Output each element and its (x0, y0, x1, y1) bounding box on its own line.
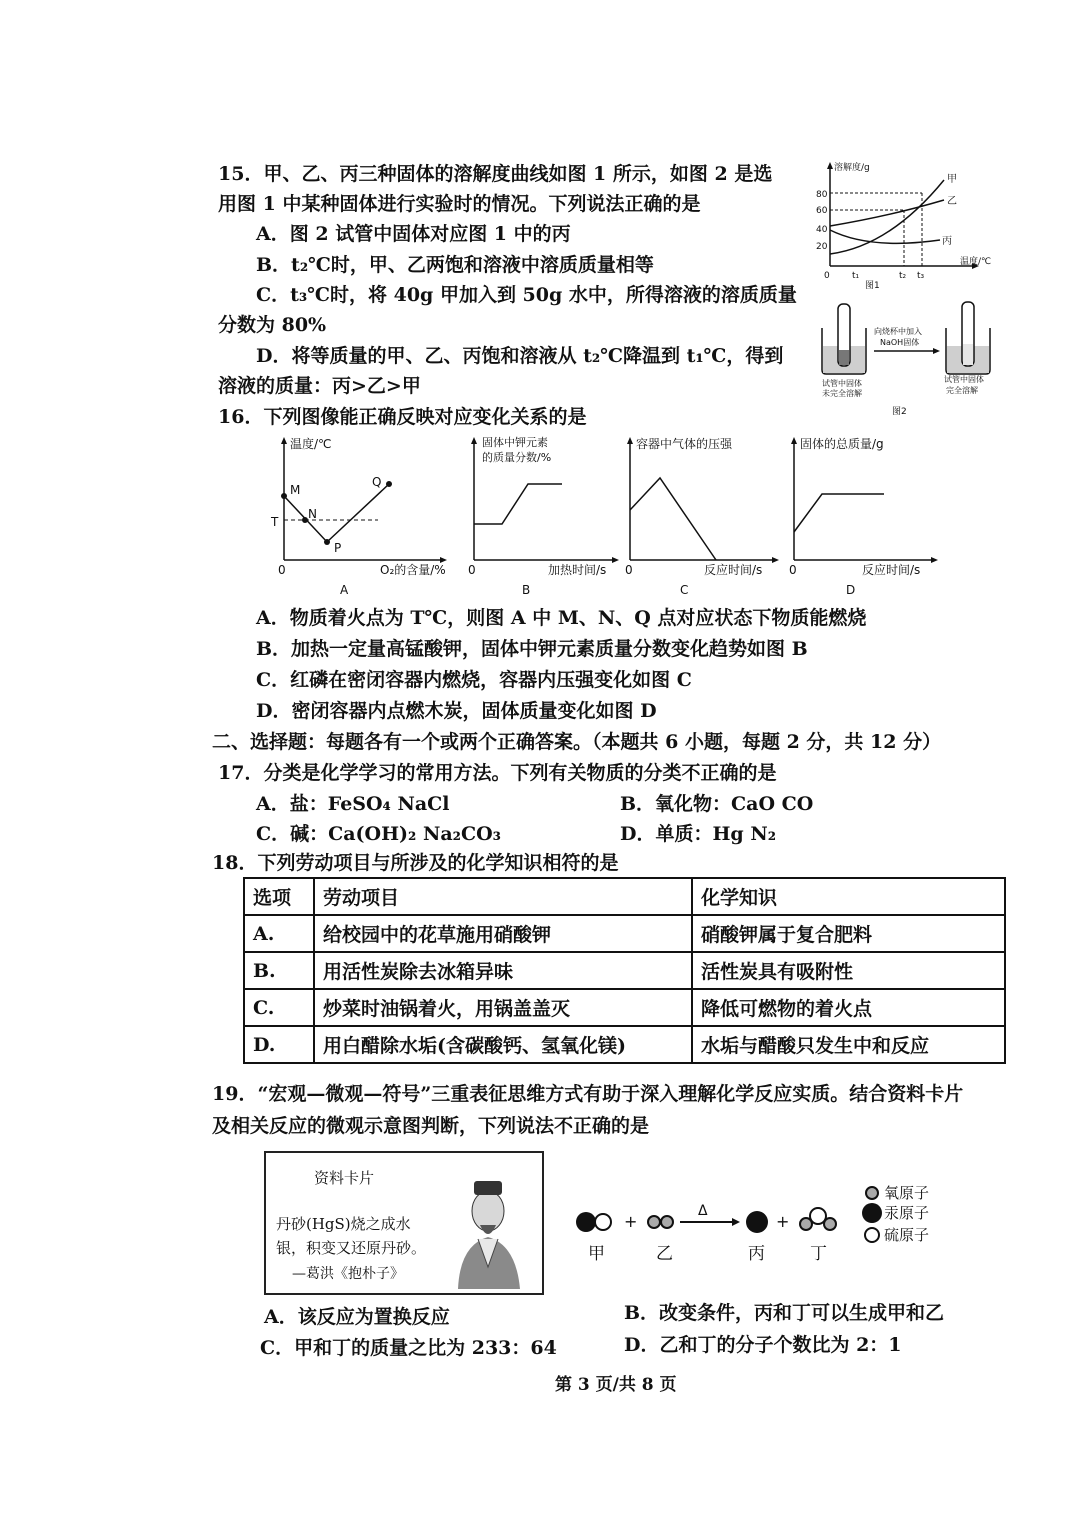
table-cell: 给校园中的花草施用硝酸钾 (314, 915, 692, 952)
q15-option-d-line2: 溶液的质量：丙>乙>甲 (218, 375, 421, 397)
graph-d-y-label: 固体的总质量/g (800, 437, 884, 451)
arrow-condition: Δ (698, 1203, 708, 1219)
graph-c-x-label: 反应时间/s (704, 563, 763, 577)
graph-a-caption: A (340, 583, 349, 597)
molecule-yi (648, 1216, 673, 1228)
fig1-label-jia: 甲 (947, 174, 957, 185)
table-cell: 用活性炭除去冰箱异味 (314, 952, 692, 989)
q16-option-a: A．物质着火点为 T℃，则图 A 中 M、N、Q 点对应状态下物质能燃烧 (256, 607, 867, 629)
fig2-right-caption-line2: 完全溶解 (946, 386, 978, 395)
q16-graph-a (268, 432, 453, 602)
fig1-ytick-40: 40 (816, 225, 828, 235)
molecule-ding (800, 1208, 836, 1230)
fig1-y-label: 溶解度/g (834, 163, 870, 173)
q19-legend (860, 1180, 980, 1250)
graph-b-y-label-line2: 的质量分数/% (482, 451, 552, 464)
plus-2: + (776, 1212, 790, 1231)
fig1-curve-bing (830, 230, 940, 243)
graph-a-y-label: 温度/℃ (290, 437, 332, 451)
legend-mercury-label: 汞原子 (884, 1204, 930, 1222)
table-cell: 用白醋除水垢(含碳酸钙、氢氧化镁) (314, 1026, 692, 1063)
graph-a-point-q: Q (372, 475, 382, 489)
table-header-cell: 选项 (244, 878, 314, 915)
reaction-label-ding: 丁 (810, 1244, 827, 1264)
q19-option-a: A．该反应为置换反应 (264, 1306, 450, 1328)
table-cell: B. (244, 952, 314, 989)
table-cell: 水垢与醋酸只发生中和反应 (692, 1026, 1005, 1063)
q16-stem: 16．下列图像能正确反映对应变化关系的是 (218, 406, 587, 428)
card-line1: 丹砂(HgS)烧之成水 (276, 1215, 411, 1233)
q16-graph-c (620, 432, 785, 602)
fig1-ytick-60: 60 (816, 206, 828, 216)
q19-option-c: C．甲和丁的质量之比为 233：64 (260, 1337, 557, 1359)
legend-sulfur-swatch (865, 1228, 879, 1242)
graph-d-x-label: 反应时间/s (862, 563, 921, 577)
fig1-xtick-t2: t₂ (899, 271, 907, 281)
card-line3: —葛洪《抱朴子》 (292, 1266, 404, 1282)
graph-c-origin: 0 (625, 563, 633, 577)
q16-graph-d (784, 432, 944, 602)
graph-a-point-m: M (290, 483, 301, 497)
graph-a-x-label: O₂的含量/% (380, 563, 446, 577)
legend-oxygen-swatch (866, 1187, 878, 1199)
table-header-cell: 劳动项目 (314, 878, 692, 915)
card-title: 资料卡片 (314, 1169, 375, 1187)
fig2-arrow-label-line1: 向烧杯中加入 (874, 327, 922, 336)
fig1-label-bing: 丙 (942, 236, 952, 247)
q15-figure1 (810, 158, 1010, 290)
graph-a-point-p: P (334, 541, 342, 555)
graph-b-x-label: 加热时间/s (548, 563, 607, 577)
q19-option-b: B．改变条件，丙和丁可以生成甲和乙 (624, 1302, 945, 1324)
graph-b-caption: B (522, 583, 531, 597)
graph-a-point-n: N (308, 507, 317, 521)
fig2-left-caption-line1: 试管中固体 (822, 379, 862, 388)
q17-option-d: D．单质：Hg N₂ (620, 823, 777, 845)
q18-stem: 18．下列劳动项目与所涉及的化学知识相符的是 (212, 852, 619, 874)
page-footer: 第 3 页/共 8 页 (555, 1375, 677, 1395)
graph-d-origin: 0 (789, 563, 797, 577)
plus-1: + (624, 1212, 638, 1231)
graph-b-y-label-line1: 固体中钾元素 (482, 436, 548, 449)
section2-heading: 二、选择题：每题各有一个或两个正确答案。（本题共 6 小题，每题 2 分，共 12 分） (212, 731, 942, 753)
q19-stem-line1: 19．“宏观—微观—符号”三重表征思维方式有助于深入理解化学反应实质。结合资料卡片 (212, 1083, 964, 1105)
reaction-label-jia: 甲 (588, 1244, 605, 1264)
legend-sulfur-label: 硫原子 (884, 1226, 930, 1244)
reaction-label-bing: 丙 (748, 1244, 765, 1264)
molecule-jia (576, 1212, 611, 1232)
fig2-arrow-label-line2: NaOH固体 (880, 338, 920, 347)
q15-stem-line1: 15．甲、乙、丙三种固体的溶解度曲线如图 1 所示，如图 2 是选 (218, 163, 773, 185)
table-row (244, 915, 1005, 952)
q19-option-d: D．乙和丁的分子个数比为 2：1 (624, 1334, 902, 1356)
molecule-bing (746, 1211, 768, 1233)
fig1-xtick-t3: t₃ (917, 271, 925, 281)
graph-b-origin: 0 (468, 563, 476, 577)
fig1-ytick-20: 20 (816, 242, 828, 252)
fig1-origin: 0 (824, 271, 830, 281)
q16-option-d: D．密闭容器内点燃木炭，固体质量变化如图 D (256, 700, 657, 722)
fig1-caption: 图1 (865, 281, 880, 290)
graph-c-caption: C (680, 583, 689, 597)
legend-oxygen-label: 氧原子 (884, 1184, 930, 1202)
fig2-caption: 图2 (892, 407, 907, 417)
q16-option-c: C．红磷在密闭容器内燃烧，容器内压强变化如图 C (256, 669, 692, 691)
q19-info-card (264, 1151, 544, 1295)
table-row (244, 1026, 1005, 1063)
fig1-label-yi: 乙 (947, 196, 957, 207)
q15-option-a: A．图 2 试管中固体对应图 1 中的丙 (256, 223, 571, 245)
q17-stem: 17．分类是化学学习的常用方法。下列有关物质的分类不正确的是 (218, 762, 777, 784)
reaction-arrowhead (732, 1218, 740, 1226)
q17-option-b: B．氧化物：CaO CO (620, 793, 814, 815)
table-header-cell: 化学知识 (692, 878, 1005, 915)
q19-stem-line2: 及相关反应的微观示意图判断，下列说法不正确的是 (212, 1115, 650, 1137)
fig1-y-arrow (827, 162, 833, 169)
q17-option-c: C．碱：Ca(OH)₂ Na₂CO₃ (256, 823, 501, 845)
fig2-right-beaker (946, 302, 990, 374)
q15-stem-line2: 用图 1 中某种固体进行实验时的情况。下列说法正确的是 (218, 193, 701, 215)
table-cell: 活性炭具有吸附性 (692, 952, 1005, 989)
table-row (244, 952, 1005, 989)
table-header-row (244, 878, 1005, 915)
q16-option-b: B．加热一定量高锰酸钾，固体中钾元素质量分数变化趋势如图 B (256, 638, 808, 660)
q15-figure2 (812, 296, 1007, 418)
q19-reaction-diagram (570, 1195, 845, 1270)
q15-option-c-line2: 分数为 80% (218, 314, 327, 336)
q15-option-b: B．t₂℃时，甲、乙两饱和溶液中溶质质量相等 (256, 254, 654, 276)
q17-option-a: A．盐：FeSO₄ NaCl (256, 793, 450, 815)
table-cell: 硝酸钾属于复合肥料 (692, 915, 1005, 952)
fig1-x-label: 温度/℃ (960, 257, 992, 267)
table-row (244, 989, 1005, 1026)
fig1-curve-yi (830, 200, 944, 226)
reaction-label-yi: 乙 (656, 1244, 673, 1264)
table-cell: 炒菜时油锅着火，用锅盖盖灭 (314, 989, 692, 1026)
table-cell: C. (244, 989, 314, 1026)
table-cell: 降低可燃物的着火点 (692, 989, 1005, 1026)
graph-c-y-label: 容器中气体的压强 (636, 437, 733, 451)
q15-option-c-line1: C．t₃℃时，将 40g 甲加入到 50g 水中，所得溶液的溶质质量 (256, 284, 797, 306)
card-line2: 银，积变又还原丹砂。 (276, 1239, 427, 1257)
fig1-ytick-80: 80 (816, 190, 828, 200)
scholar-portrait-image (438, 1167, 538, 1289)
q18-table (243, 877, 1006, 1064)
graph-a-t-label: T (271, 515, 279, 529)
table-cell: A. (244, 915, 314, 952)
graph-d-caption: D (846, 583, 856, 597)
legend-mercury-swatch (862, 1203, 882, 1223)
fig2-left-caption-line2: 未完全溶解 (822, 389, 862, 398)
fig1-xtick-t1: t₁ (852, 271, 860, 281)
graph-a-origin: 0 (278, 563, 286, 577)
table-cell: D. (244, 1026, 314, 1063)
fig2-right-caption-line1: 试管中固体 (944, 375, 984, 384)
fig2-left-beaker (822, 304, 866, 374)
q15-option-d-line1: D．将等质量的甲、乙、丙饱和溶液从 t₂℃降温到 t₁℃，得到 (256, 345, 784, 367)
fig2-arrowhead (933, 348, 940, 354)
q16-graph-b (460, 432, 620, 602)
